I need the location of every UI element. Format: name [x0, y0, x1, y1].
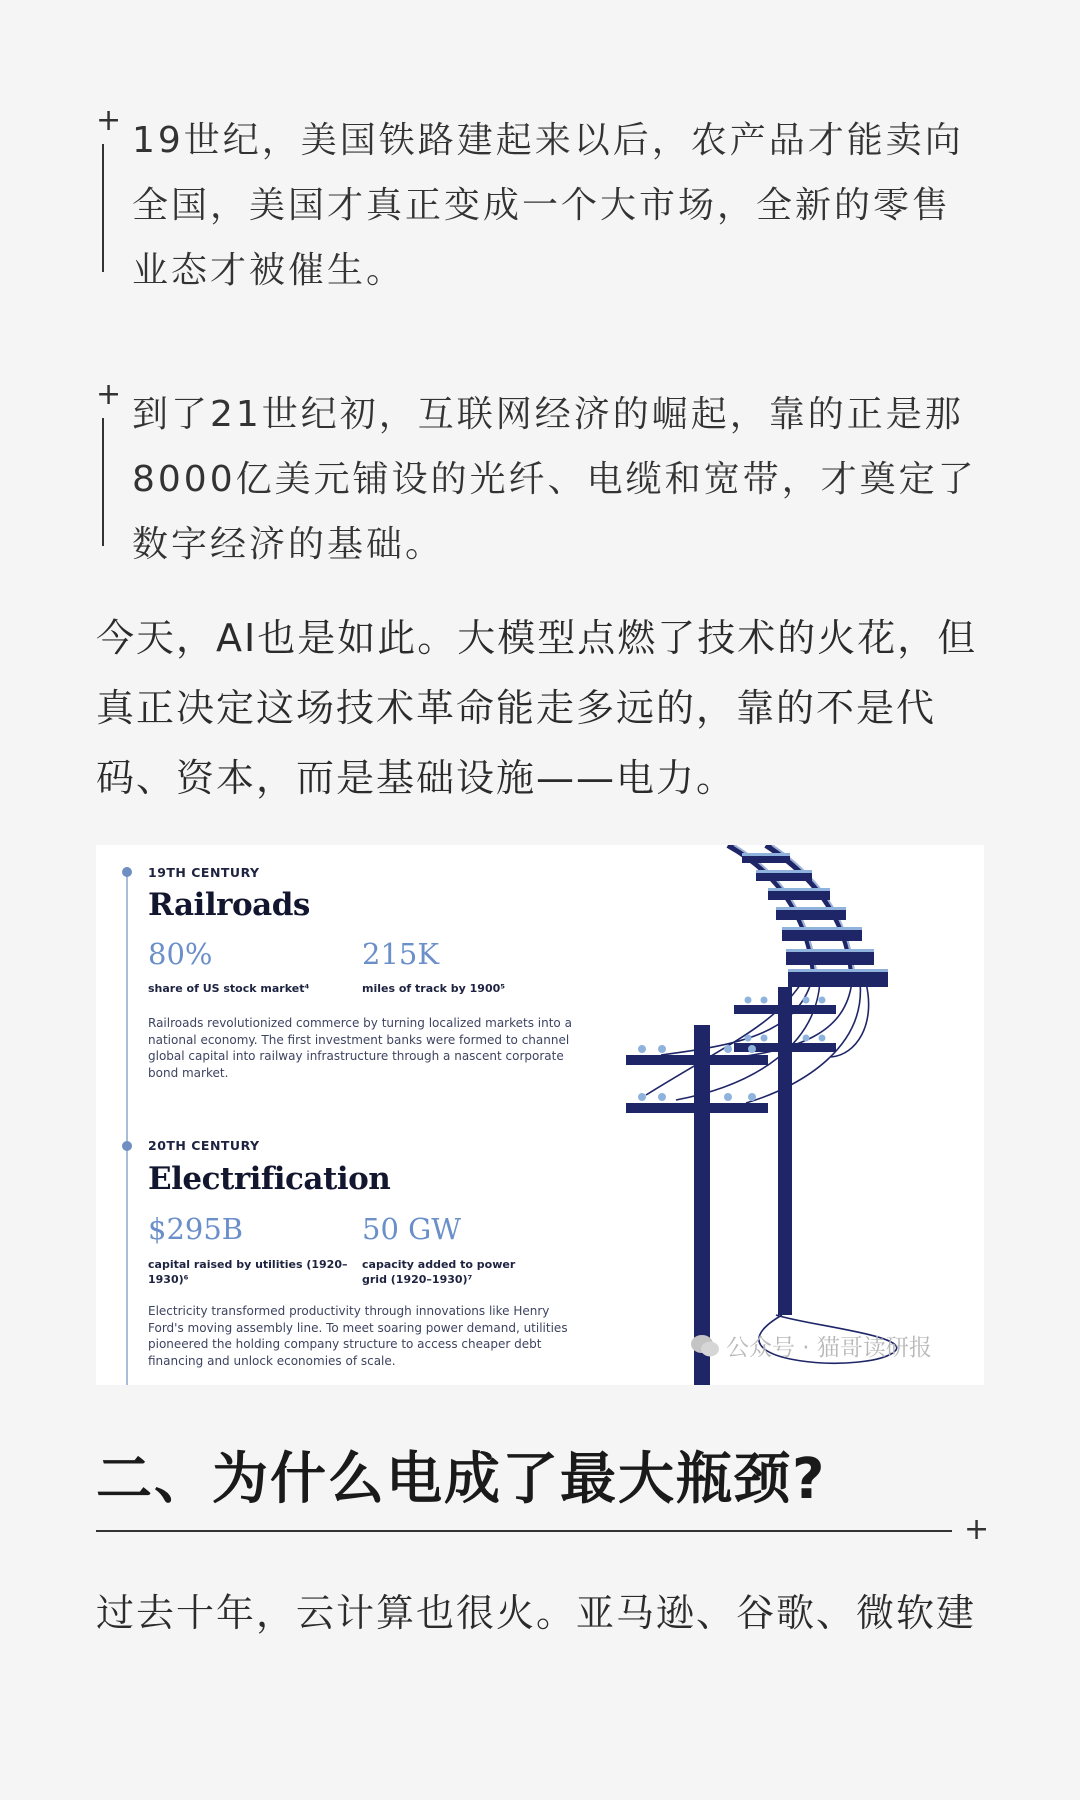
timeline-dot: [122, 867, 132, 877]
heading-divider: [96, 1530, 952, 1532]
stat-value: 50 GW: [362, 1212, 462, 1246]
railroad-power-pole-illustration: [576, 845, 984, 1385]
power-wires-icon: [646, 979, 897, 1363]
quote-text: 19世纪，美国铁路建起来以后，农产品才能卖向全国，美国才真正变成一个大市场，全新的零售业态才被催生。: [132, 120, 964, 291]
wechat-icon: [690, 1333, 720, 1365]
stat-label: miles of track by 1900⁵: [362, 982, 506, 995]
plus-icon: +: [96, 377, 122, 412]
stat-value: 215K: [362, 937, 440, 971]
stat-label: capacity added to power grid (1920–1930)⁷: [362, 1258, 516, 1286]
era-label: 19TH CENTURY: [148, 865, 260, 880]
quote-block: [96, 103, 986, 303]
utility-pole-icon: [778, 987, 792, 1315]
section-title: Electrification: [148, 1161, 391, 1197]
watermark: [690, 1329, 932, 1365]
timeline-line: [126, 867, 128, 1385]
quote-bar: [102, 418, 104, 546]
section-title: Railroads: [148, 887, 310, 923]
quote-block: [96, 377, 986, 577]
body-paragraph: 今天，AI也是如此。大模型点燃了技术的火花，但真正决定这场技术革命能走多远的，靠的不是代码、资本，而是基础设施——电力。: [96, 616, 978, 800]
stat-value: $295B: [148, 1212, 244, 1246]
stat-value: 80%: [148, 937, 213, 971]
stat-label: capital raised by utilities (1920–1930)⁶: [148, 1258, 348, 1286]
timeline-dot: [122, 1141, 132, 1151]
plus-icon: +: [964, 1512, 990, 1547]
stat-label: share of US stock market⁴: [148, 982, 310, 995]
section-description: Railroads revolutionized commerce by turning localized markets into a national economy. The first investment banks were formed to channel global capital into railway infrastructure through a nascent corporate bond market.: [148, 1016, 572, 1080]
section-heading: 二、为什么电成了最大瓶颈?: [96, 1447, 827, 1512]
era-label: 20TH CENTURY: [148, 1138, 260, 1153]
infographic-text: [96, 845, 576, 1385]
quote-bar: [102, 144, 104, 272]
body-paragraph: 过去十年，云计算也很火。亚马逊、谷歌、微软建: [96, 1591, 977, 1635]
plus-icon: +: [96, 103, 122, 138]
section-description: Electricity transformed productivity through innovations like Henry Ford's moving assembly line. To meet soaring power demand, utilities pioneered the holding company structure to access cheaper debt financing and unlock economies of scale.: [148, 1304, 568, 1368]
infographic-figure: [96, 845, 984, 1385]
quote-text: 到了21世纪初，互联网经济的崛起，靠的正是那8000亿美元铺设的光纤、电缆和宽带，才奠定了数字经济的基础。: [132, 394, 977, 565]
watermark-text: 公众号 · 猫哥读研报: [726, 1335, 932, 1361]
